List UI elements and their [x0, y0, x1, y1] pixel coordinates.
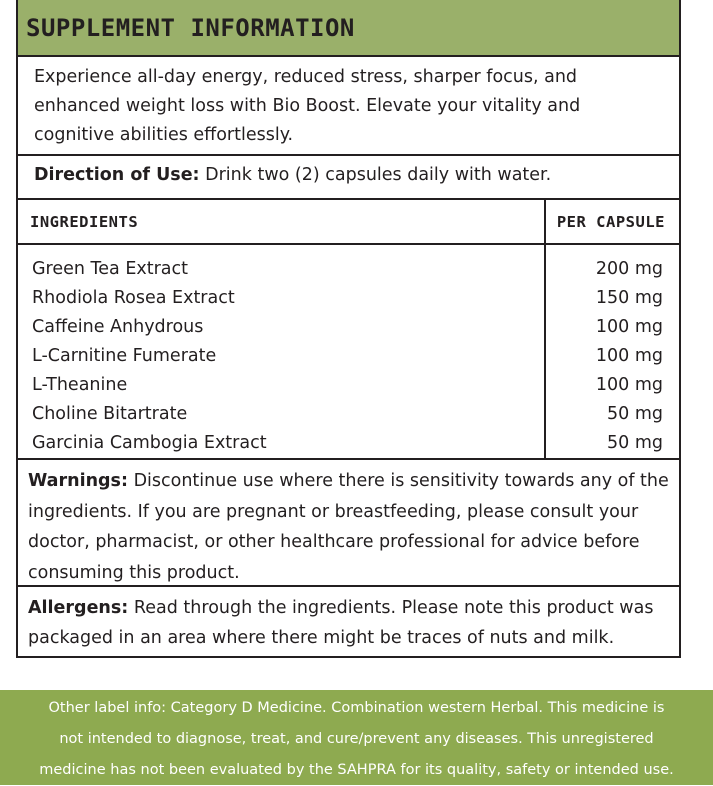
- ingredients-table: [18, 200, 679, 460]
- ingredient-name: L-Carnitine Fumerate: [32, 345, 217, 366]
- ingredient-amount: 50 mg: [607, 403, 663, 424]
- ingredient-amount: 100 mg: [595, 316, 663, 337]
- ingredient-amount: 100 mg: [595, 374, 663, 395]
- allergens-label: Allergens:: [28, 598, 129, 618]
- table-row: [18, 341, 679, 370]
- ingredient-name: L-Theanine: [32, 374, 128, 395]
- warnings-section: [18, 460, 679, 587]
- warnings-text: Discontinue use where there is sensitivity towards any of the ingredients. If you are pregnant or breastfeeding, please consult your doctor, pharmacist, or other healthcare professional for advice before consuming this product.: [28, 471, 669, 583]
- supplement-panel: [16, 0, 681, 658]
- table-row: [18, 283, 679, 312]
- table-body: [18, 245, 679, 457]
- footer-line: Other label info: Category D Medicine. Combination western Herbal. This medicine is: [48, 700, 665, 716]
- ingredient-amount: 200 mg: [595, 258, 663, 279]
- ingredient-name: Garcinia Cambogia Extract: [32, 432, 267, 453]
- direction-section: [18, 156, 679, 200]
- table-row: [18, 399, 679, 428]
- table-row: [18, 370, 679, 399]
- table-row: [18, 254, 679, 283]
- table-row: [18, 312, 679, 341]
- ingredient-amount: 50 mg: [607, 432, 663, 453]
- warnings-label: Warnings:: [28, 471, 128, 491]
- direction-text: Drink two (2) capsules daily with water.: [205, 165, 552, 185]
- table-row: [18, 428, 679, 457]
- ingredient-name: Caffeine Anhydrous: [32, 316, 204, 337]
- panel-title: SUPPLEMENT INFORMATION: [18, 0, 679, 57]
- table-header: [18, 200, 679, 245]
- ingredient-amount: 100 mg: [595, 345, 663, 366]
- ingredient-name: Green Tea Extract: [32, 258, 189, 279]
- allergens-section: [18, 587, 679, 653]
- direction-label: Direction of Use:: [34, 165, 200, 185]
- ingredient-name: Rhodiola Rosea Extract: [32, 287, 235, 308]
- ingredient-amount: 150 mg: [595, 287, 663, 308]
- header-ingredients: INGREDIENTS: [30, 212, 139, 231]
- header-per-capsule: PER CAPSULE: [556, 212, 665, 231]
- table-divider: [544, 200, 546, 458]
- footer-line: medicine has not been evaluated by the SAHPRA for its quality, safety or intended use.: [39, 762, 674, 778]
- allergens-text: Read through the ingredients. Please note this product was packaged in an area where there might be traces of nuts and milk.: [28, 598, 654, 648]
- intro-text: Experience all-day energy, reduced stress, sharper focus, and enhanced weight loss with Bio Boost. Elevate your vitality and cognitive abilities effortlessly.: [18, 57, 679, 156]
- ingredient-name: Choline Bitartrate: [32, 403, 188, 424]
- footer-info: [0, 690, 713, 785]
- footer-line: not intended to diagnose, treat, and cure/prevent any diseases. This unregistered: [59, 731, 654, 747]
